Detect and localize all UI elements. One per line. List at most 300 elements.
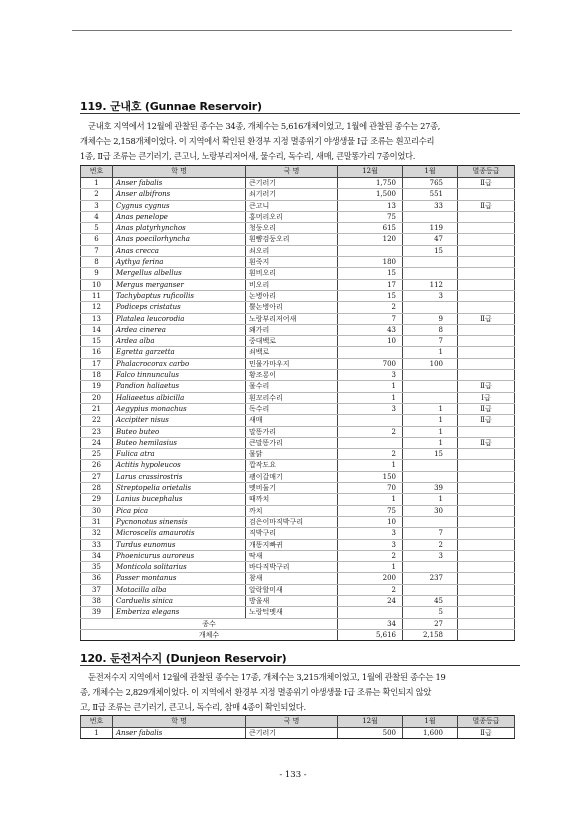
scientific-name: Ardea cinerea (113, 324, 246, 335)
december-count (338, 245, 403, 256)
korean-name: 큰말똥가리 (246, 437, 338, 448)
december-count: 3 (338, 539, 403, 550)
endangered-grade: Ⅱ급 (458, 437, 515, 448)
january-count: 3 (403, 290, 458, 301)
row-number: 1 (81, 728, 113, 739)
december-count: 1 (338, 381, 403, 392)
endangered-grade (458, 471, 515, 482)
december-count: 200 (338, 573, 403, 584)
korean-name: 흰비오리 (246, 268, 338, 279)
korean-name: 왜가리 (246, 324, 338, 335)
summary-december: 34 (338, 618, 403, 629)
january-count: 2 (403, 539, 458, 550)
january-count: 39 (403, 483, 458, 494)
header-scientific-name: 학 명 (113, 166, 246, 178)
scientific-name: Emberiza elegans (113, 607, 246, 618)
january-count: 1 (403, 403, 458, 414)
species-table-dunjeon (80, 715, 515, 739)
table-row (81, 539, 515, 550)
december-count (338, 607, 403, 618)
december-count: 615 (338, 223, 403, 234)
korean-name: 검은이마직박구리 (246, 516, 338, 527)
row-number: 22 (81, 415, 113, 426)
table-row (81, 584, 515, 595)
korean-name: 말똥가리 (246, 426, 338, 437)
december-count (338, 437, 403, 448)
endangered-grade (458, 370, 515, 381)
scientific-name: Aythya ferina (113, 257, 246, 268)
january-count: 765 (403, 178, 458, 189)
january-count: 1 (403, 347, 458, 358)
paragraph-line: 개체수는 2,158개체이었다. 이 지역에서 확인된 환경부 지정 멸종위기 야생생물 Ⅰ급 조류는 흰꼬리수리 (80, 136, 435, 146)
row-number: 14 (81, 324, 113, 335)
row-number: 33 (81, 539, 113, 550)
korean-name: 까치 (246, 505, 338, 516)
table-row (81, 358, 515, 369)
row-number: 16 (81, 347, 113, 358)
summary-empty (458, 618, 515, 629)
table-row (81, 324, 515, 335)
row-number: 6 (81, 234, 113, 245)
december-count: 15 (338, 290, 403, 301)
january-count: 47 (403, 234, 458, 245)
row-number: 21 (81, 403, 113, 414)
section-paragraph-dunjeon (80, 670, 514, 715)
january-count: 1 (403, 415, 458, 426)
row-number: 2 (81, 189, 113, 200)
scientific-name: Lanius bucephalus (113, 494, 246, 505)
table-row (81, 528, 515, 539)
scientific-name: Streptopelia orietalis (113, 483, 246, 494)
scientific-name: Buteo buteo (113, 426, 246, 437)
endangered-grade (458, 358, 515, 369)
december-count: 75 (338, 505, 403, 516)
table-row (81, 607, 515, 618)
endangered-grade (458, 505, 515, 516)
endangered-grade (458, 584, 515, 595)
korean-name: 독수리 (246, 403, 338, 414)
row-number: 17 (81, 358, 113, 369)
row-number: 29 (81, 494, 113, 505)
scientific-name: Ardea alba (113, 336, 246, 347)
endangered-grade (458, 607, 515, 618)
korean-name: 멧비둘기 (246, 483, 338, 494)
table-row (81, 595, 515, 606)
table-row (81, 347, 515, 358)
table-row (81, 483, 515, 494)
january-count: 119 (403, 223, 458, 234)
row-number: 24 (81, 437, 113, 448)
january-count: 7 (403, 336, 458, 347)
december-count: 7 (338, 313, 403, 324)
january-count (403, 370, 458, 381)
table-row (81, 336, 515, 347)
korean-name: 중대백로 (246, 336, 338, 347)
row-number: 13 (81, 313, 113, 324)
scientific-name: Falco tinnunculus (113, 370, 246, 381)
table-row (81, 302, 515, 313)
summary-label: 개체수 (81, 629, 338, 640)
summary-label: 종수 (81, 618, 338, 629)
january-count: 15 (403, 245, 458, 256)
scientific-name: Haliaeetus albicilla (113, 392, 246, 403)
row-number: 7 (81, 245, 113, 256)
section-heading-gunnae: 119. 군내호 (Gunnae Reservoir) (80, 100, 262, 113)
table-row (81, 290, 515, 301)
january-count: 7 (403, 528, 458, 539)
january-count (403, 381, 458, 392)
january-count: 112 (403, 279, 458, 290)
december-count: 2 (338, 550, 403, 561)
heading-rule (80, 113, 520, 114)
scientific-name: Platalea leucorodia (113, 313, 246, 324)
endangered-grade (458, 426, 515, 437)
endangered-grade (458, 483, 515, 494)
row-number: 5 (81, 223, 113, 234)
table-row (81, 449, 515, 460)
row-number: 10 (81, 279, 113, 290)
row-number: 31 (81, 516, 113, 527)
scientific-name: Fulica atra (113, 449, 246, 460)
january-count (403, 516, 458, 527)
row-number: 11 (81, 290, 113, 301)
endangered-grade (458, 324, 515, 335)
row-number: 15 (81, 336, 113, 347)
endangered-grade (458, 460, 515, 471)
table-row (81, 460, 515, 471)
summary-row-species (81, 618, 515, 629)
table-row (81, 494, 515, 505)
january-count: 45 (403, 595, 458, 606)
species-table-gunnae (80, 165, 515, 641)
table-row (81, 257, 515, 268)
section-heading-dunjeon: 120. 둔전저수지 (Dunjeon Reservoir) (80, 652, 287, 665)
december-count: 2 (338, 426, 403, 437)
january-count: 9 (403, 313, 458, 324)
december-count: 2 (338, 584, 403, 595)
header-scientific-name: 학 명 (113, 716, 246, 728)
row-number: 1 (81, 178, 113, 189)
december-count: 70 (338, 483, 403, 494)
paragraph-line: 둔전저수지 지역에서 12월에 관찰된 종수는 17종, 개체수는 3,215개체이었고, 1월에 관찰된 종수는 19 (88, 672, 446, 682)
scientific-name: Mergus merganser (113, 279, 246, 290)
scientific-name: Pandion haliaetus (113, 381, 246, 392)
table-row (81, 313, 515, 324)
scientific-name: Microscelis amaurotis (113, 528, 246, 539)
paragraph-line: 종, 개체수는 2,829개체이었다. 이 지역에서 환경부 지정 멸종위기 야생생물 Ⅰ급 조류는 확인되지 않았 (80, 687, 432, 697)
january-count (403, 392, 458, 403)
table-row (81, 211, 515, 222)
row-number: 18 (81, 370, 113, 381)
december-count: 1 (338, 562, 403, 573)
scientific-name: Anas platyrhynchos (113, 223, 246, 234)
scientific-name: Passer montanus (113, 573, 246, 584)
scientific-name: Pica pica (113, 505, 246, 516)
december-count: 10 (338, 336, 403, 347)
summary-january: 2,158 (403, 629, 458, 640)
header-korean-name: 국 명 (246, 166, 338, 178)
january-count: 100 (403, 358, 458, 369)
korean-name: 물수리 (246, 381, 338, 392)
korean-name: 때까치 (246, 494, 338, 505)
scientific-name: Anas crecca (113, 245, 246, 256)
december-count: 3 (338, 370, 403, 381)
december-count (338, 347, 403, 358)
korean-name: 노랑턱멧새 (246, 607, 338, 618)
korean-name: 개똥지빠귀 (246, 539, 338, 550)
table-header-row (81, 166, 515, 178)
scientific-name: Cygnus cygnus (113, 200, 246, 211)
scientific-name: Egretta garzetta (113, 347, 246, 358)
endangered-grade (458, 347, 515, 358)
endangered-grade (458, 189, 515, 200)
table-row (81, 381, 515, 392)
row-number: 19 (81, 381, 113, 392)
korean-name: 깝작도요 (246, 460, 338, 471)
header-january: 1월 (403, 166, 458, 178)
december-count: 75 (338, 211, 403, 222)
december-count: 180 (338, 257, 403, 268)
endangered-grade (458, 279, 515, 290)
row-number: 37 (81, 584, 113, 595)
header-december: 12월 (338, 716, 403, 728)
korean-name: 괭이갈매기 (246, 471, 338, 482)
december-count: 24 (338, 595, 403, 606)
endangered-grade (458, 257, 515, 268)
paragraph-line: 1종, Ⅱ급 조류는 큰기러기, 큰고니, 노랑부리저어새, 물수리, 독수리, 새매, 큰말똥가리 7종이었다. (80, 151, 416, 161)
endangered-grade: Ⅱ급 (458, 403, 515, 414)
january-count: 1,600 (403, 728, 458, 739)
row-number: 3 (81, 200, 113, 211)
scientific-name: Motacilla alba (113, 584, 246, 595)
scientific-name: Phalacrocorax carbo (113, 358, 246, 369)
table-row (81, 516, 515, 527)
summary-row-individuals (81, 629, 515, 640)
december-count: 15 (338, 268, 403, 279)
row-number: 26 (81, 460, 113, 471)
january-count: 237 (403, 573, 458, 584)
section-paragraph-gunnae (80, 119, 514, 164)
endangered-grade (458, 494, 515, 505)
scientific-name: Aegypius monachus (113, 403, 246, 414)
endangered-grade (458, 211, 515, 222)
january-count (403, 302, 458, 313)
endangered-grade (458, 234, 515, 245)
row-number: 30 (81, 505, 113, 516)
paragraph-line: 고, Ⅱ급 조류는 큰기러기, 큰고니, 독수리, 참매 4종이 확인되었다. (80, 702, 306, 712)
table-header-row (81, 716, 515, 728)
korean-name: 알락할미새 (246, 584, 338, 595)
page-number: - 133 - (279, 770, 307, 780)
endangered-grade (458, 245, 515, 256)
korean-name: 큰고니 (246, 200, 338, 211)
table-row (81, 392, 515, 403)
scientific-name: Buteo hemilasius (113, 437, 246, 448)
row-number: 4 (81, 211, 113, 222)
january-count: 1 (403, 494, 458, 505)
endangered-grade (458, 528, 515, 539)
header-korean-name: 국 명 (246, 716, 338, 728)
scientific-name: Accipiter nisus (113, 415, 246, 426)
korean-name: 쇠기러기 (246, 189, 338, 200)
table-row (81, 550, 515, 561)
header-january: 1월 (403, 716, 458, 728)
header-number: 번호 (81, 716, 113, 728)
december-count: 2 (338, 449, 403, 460)
korean-name: 직박구리 (246, 528, 338, 539)
header-december: 12월 (338, 166, 403, 178)
table-row (81, 178, 515, 189)
korean-name: 비오리 (246, 279, 338, 290)
december-count: 1 (338, 392, 403, 403)
row-number: 35 (81, 562, 113, 573)
korean-name: 방울새 (246, 595, 338, 606)
scientific-name: Larus crassirostris (113, 471, 246, 482)
endangered-grade: Ⅰ급 (458, 392, 515, 403)
january-count (403, 584, 458, 595)
december-count: 3 (338, 403, 403, 414)
december-count: 700 (338, 358, 403, 369)
december-count: 500 (338, 728, 403, 739)
table-row (81, 245, 515, 256)
january-count: 30 (403, 505, 458, 516)
december-count: 10 (338, 516, 403, 527)
december-count: 3 (338, 528, 403, 539)
korean-name: 큰기러기 (246, 178, 338, 189)
december-count: 1 (338, 494, 403, 505)
table-row (81, 573, 515, 584)
december-count: 150 (338, 471, 403, 482)
korean-name: 쇠오리 (246, 245, 338, 256)
december-count: 13 (338, 200, 403, 211)
heading-rule (80, 665, 520, 666)
endangered-grade (458, 449, 515, 460)
table-row (81, 471, 515, 482)
row-number: 27 (81, 471, 113, 482)
scientific-name: Mergellus albellus (113, 268, 246, 279)
january-count: 551 (403, 189, 458, 200)
january-count: 15 (403, 449, 458, 460)
table-row (81, 268, 515, 279)
january-count (403, 562, 458, 573)
row-number: 9 (81, 268, 113, 279)
december-count (338, 415, 403, 426)
korean-name: 황조롱이 (246, 370, 338, 381)
table-row (81, 426, 515, 437)
row-number: 8 (81, 257, 113, 268)
scientific-name: Turdus eunomus (113, 539, 246, 550)
table-row (81, 279, 515, 290)
endangered-grade (458, 516, 515, 527)
january-count (403, 211, 458, 222)
row-number: 36 (81, 573, 113, 584)
korean-name: 노랑부리저어새 (246, 313, 338, 324)
korean-name: 홍머리오리 (246, 211, 338, 222)
scientific-name: Anser fabalis (113, 728, 246, 739)
table-row (81, 234, 515, 245)
row-number: 38 (81, 595, 113, 606)
row-number: 39 (81, 607, 113, 618)
january-count (403, 257, 458, 268)
scientific-name: Anas poecilorhyncha (113, 234, 246, 245)
table-row (81, 403, 515, 414)
december-count: 120 (338, 234, 403, 245)
table-row (81, 370, 515, 381)
korean-name: 흰뺨검둥오리 (246, 234, 338, 245)
endangered-grade (458, 562, 515, 573)
scientific-name: Anser albifrons (113, 189, 246, 200)
scientific-name: Monticola solitarius (113, 562, 246, 573)
december-count: 43 (338, 324, 403, 335)
table-row (81, 562, 515, 573)
endangered-grade (458, 302, 515, 313)
summary-december: 5,616 (338, 629, 403, 640)
endangered-grade (458, 336, 515, 347)
row-number: 23 (81, 426, 113, 437)
table-row (81, 728, 515, 739)
scientific-name: Anas penelope (113, 211, 246, 222)
korean-name: 큰기러기 (246, 728, 338, 739)
row-number: 28 (81, 483, 113, 494)
january-count: 5 (403, 607, 458, 618)
endangered-grade (458, 550, 515, 561)
january-count (403, 471, 458, 482)
table-row (81, 437, 515, 448)
header-endangered-grade: 멸종등급 (458, 716, 515, 728)
header-endangered-grade: 멸종등급 (458, 166, 515, 178)
row-number: 25 (81, 449, 113, 460)
endangered-grade: Ⅱ급 (458, 415, 515, 426)
scientific-name: Actitis hypoleucos (113, 460, 246, 471)
january-count (403, 460, 458, 471)
endangered-grade: Ⅱ급 (458, 178, 515, 189)
december-count: 1 (338, 460, 403, 471)
endangered-grade (458, 539, 515, 550)
korean-name: 쇠백로 (246, 347, 338, 358)
korean-name: 흰죽지 (246, 257, 338, 268)
endangered-grade: Ⅱ급 (458, 381, 515, 392)
korean-name: 새매 (246, 415, 338, 426)
december-count: 1,750 (338, 178, 403, 189)
korean-name: 논병아리 (246, 290, 338, 301)
korean-name: 딱새 (246, 550, 338, 561)
january-count: 8 (403, 324, 458, 335)
korean-name: 흰꼬리수리 (246, 392, 338, 403)
january-count: 1 (403, 437, 458, 448)
scientific-name: Podiceps cristatus (113, 302, 246, 313)
korean-name: 물닭 (246, 449, 338, 460)
korean-name: 청둥오리 (246, 223, 338, 234)
table-row (81, 223, 515, 234)
korean-name: 뿔논병아리 (246, 302, 338, 313)
table-row (81, 189, 515, 200)
endangered-grade (458, 290, 515, 301)
table-row (81, 415, 515, 426)
endangered-grade (458, 573, 515, 584)
january-count (403, 268, 458, 279)
summary-empty (458, 629, 515, 640)
scientific-name: Tachybaptus ruficollis (113, 290, 246, 301)
header-number: 번호 (81, 166, 113, 178)
korean-name: 민물가마우지 (246, 358, 338, 369)
december-count: 17 (338, 279, 403, 290)
table-row (81, 200, 515, 211)
endangered-grade: Ⅱ급 (458, 728, 515, 739)
summary-january: 27 (403, 618, 458, 629)
scientific-name: Carduelis sinica (113, 595, 246, 606)
scientific-name: Anser fabalis (113, 178, 246, 189)
january-count: 33 (403, 200, 458, 211)
